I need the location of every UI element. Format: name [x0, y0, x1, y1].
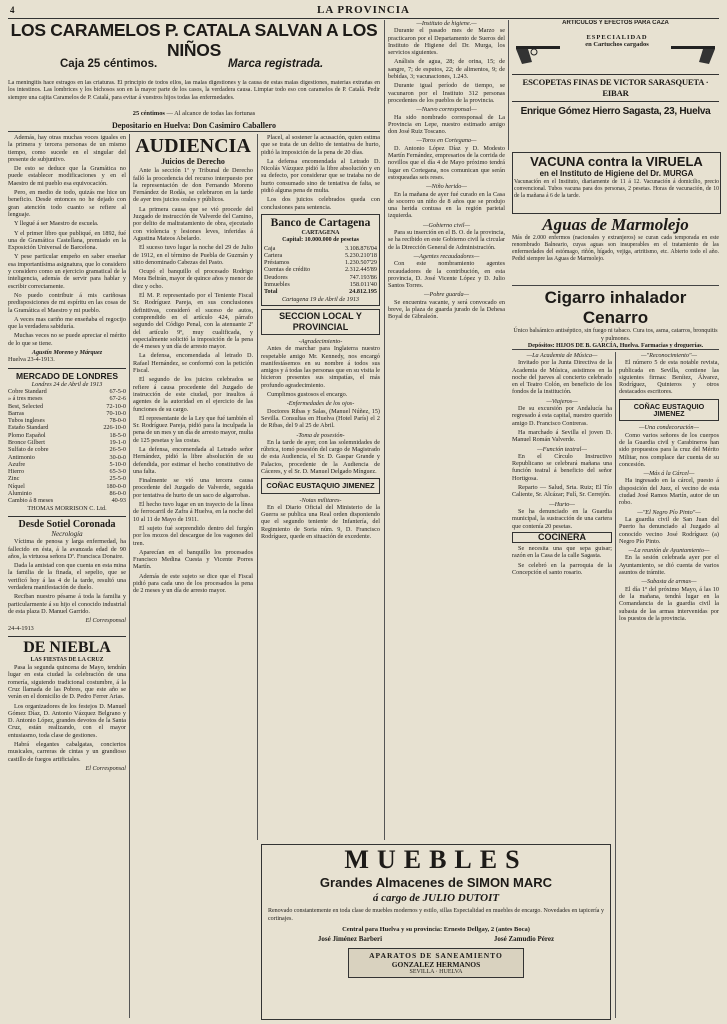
- paragraph: Además, hay otras muchas voces iguales en la primera y tercera personas de un mismo tiempo, como sucede en el singular del presente de subjuntivo.: [8, 134, 126, 163]
- paragraph: D. Antonio López Díaz y D. Modesto Martín Fernández, empresarios de la corrida de novillos que el día 4 de Mayo próximo tendrá lugar en Cortegana, nos comunican que serán estoqueadas seis reses.: [388, 144, 505, 181]
- row-label: Sulfato de cobre: [8, 446, 49, 454]
- row-value: 5.230.210'18: [344, 251, 377, 259]
- row-label: Azufre: [8, 460, 26, 468]
- banco-row: [264, 259, 377, 266]
- banco-row: [264, 266, 377, 273]
- mercado-row: [8, 454, 126, 461]
- marmolejo-title: Aguas de Marmolejo: [542, 215, 689, 234]
- banco-box: [261, 214, 380, 306]
- row-label: Cambio á 8 meses: [8, 497, 54, 505]
- row-label: Tubos ingleses: [8, 417, 45, 425]
- section-subtitle: —La Academia de Música—: [526, 352, 598, 359]
- row-label: Zinc: [8, 475, 20, 483]
- paragraph: Se necesita una que sepa guisar; razón en la Casa de la calle Sagasta.: [512, 545, 612, 560]
- row-label: Best, Selected: [8, 402, 44, 410]
- paragraph: El sujeto fué sorprendido dentro del furgón por los mozos del descargue de los vagones del tren.: [133, 524, 253, 547]
- caramelos-deposit: Depositario en Huelva: Don Casimiro Caballero: [112, 121, 276, 130]
- paragraph: El hecho tuvo lugar en un trayecto de la línea de ferrocarril de Zafra á Huelva, en la noche del 10 al 11 de Mayo de 1911.: [133, 501, 253, 523]
- section-subtitle: -Toma de posesión-: [296, 431, 345, 439]
- paragraph: Los organizadores de los festejos D. Manuel Gómez Díaz, D. Antonio Vázquez Belgrano y D. Antonio López, grandes devotos de la Santa Cruz, están realizando, con el mayor entusiasmo, toda clase de gestiones.: [8, 702, 126, 739]
- caramelos-headline: LOS CARAMELOS P. CATALA SALVAN A LOS NIÑOS: [10, 20, 378, 60]
- paragraph: Cumplimos gustosos el encargo.: [267, 391, 348, 399]
- banco-city: CARTAGENA: [301, 229, 340, 236]
- representante-left: José Jiménez Barberi: [317, 935, 383, 943]
- cognac-ad: COÑAC EUSTAQUIO JIMENEZ: [261, 478, 380, 493]
- muebles-cargo: á cargo de JULIO DUTOIT: [372, 892, 500, 904]
- section-subtitle: -Enfermedades de los ojos-: [286, 400, 355, 408]
- mercado-table: [8, 388, 126, 505]
- mercado-title: MERCADO DE LONDRES: [15, 370, 118, 381]
- newspaper-page: [8, 4, 719, 1020]
- mercado-row: [8, 468, 126, 475]
- paragraph: Doctores Ribas y Salas, (Manuel Núñez, 15) Sevilla. Consultas en Huelva (Hotel París) el 2 de Ribas, del 9 al 25 de Abril.: [261, 407, 380, 430]
- mercado-row: [8, 446, 126, 453]
- page-number: 4: [10, 5, 15, 15]
- armeria-specialty: ESPECIALIDAD: [586, 34, 648, 41]
- banco-row: [264, 252, 377, 259]
- paragraph: Se encuentra vacante, y será convocado en breve, la plaza de guarda jurado de la Dehesa Boyal de Gibraleón.: [388, 298, 505, 321]
- vacuna-title: VACUNA contra la VIRUELA: [530, 154, 703, 169]
- mercado-row: [8, 497, 126, 504]
- row-value: 30-0-0: [109, 453, 126, 461]
- muebles-title: MUEBLES: [344, 845, 528, 874]
- escopetas-line: ESCOPETAS FINAS DE VICTOR SARASQUETA · EIBAR: [512, 74, 719, 102]
- paragraph: En el Círculo Instructivo Republicano se celebrará mañana una función teatral á beneficio del señor Hortigosa.: [512, 452, 612, 482]
- paragraph: Ha ingresado en la cárcel, puesto á disposición del Juez, el vecino de esta ciudad José Ramos Martín, autor de un robo.: [619, 477, 719, 507]
- banco-capital: Capital: 10.000.000 de pesetas: [282, 237, 359, 244]
- mercado-row: [8, 424, 126, 431]
- paragraph: Pasa la segunda quincena de Mayo, tendrán lugar en esta ciudad la celebración de una romería, siguiendo tradicional costumbre, á la Cruz llamada de las Pobres, que este año se verán en el domicilio de D. Pedro Ferrer Arias.: [8, 664, 126, 701]
- representante-right: José Zamudio Pérez: [493, 935, 555, 943]
- mercado-row: [8, 461, 126, 468]
- armeria-cartridges: en Cartuchos cargados: [585, 41, 649, 48]
- section-subtitle: —Más á la Cárcel—: [643, 470, 695, 478]
- row-value: 3.108.876'04: [344, 244, 377, 252]
- row-value: 158.011'40: [349, 281, 377, 289]
- mercado-section: [8, 368, 126, 512]
- column-rule: [129, 134, 130, 1018]
- paragraph: Ha sido nombrado corresponsal de La Provincia en Lepe, nuestro estimado amigo don José Ruiz Toscano.: [388, 113, 505, 136]
- muebles-ad: [261, 844, 611, 1020]
- section-subtitle: —Una condecoración—: [639, 424, 699, 432]
- row-label: Cartera: [264, 251, 283, 259]
- paragraph: La primera causa que se vió procede del Juzgado de instrucción de Valverde del Camino, por delito de maltratamiento de obra, ejecutado con violencia y lesiones leves, inferidas á Agustina Mateos Abelardo.: [133, 205, 253, 242]
- paragraph: Durante igual período de tiempo, se vacunaron por el Instituto 312 personas procedentes de los pueblos de la provincia.: [388, 82, 505, 104]
- section-subtitle: -Agradecimiento-: [298, 337, 343, 345]
- paragraph: Aparecían en el banquillo los procesados Francisco Medina Cuesta y Vicente Porres Martín.: [133, 548, 253, 571]
- paragraph: Finalmente se vió una tercera causa procedente del Juzgado de Valverde, seguida por tentativa de hurto de un saco de algarrobas.: [133, 477, 253, 499]
- section-subtitle: —Subasta de armas—: [641, 578, 697, 586]
- banco-table: [264, 245, 377, 289]
- saneamiento-box: [348, 948, 524, 978]
- shotgun-icon: [512, 28, 568, 72]
- row-label: Aluminio: [8, 490, 32, 498]
- paragraph: Análisis de agua, 28; de orina, 15; de sangre, 7; de esputos, 22; de alimentos, 9; de bebidas, 3; vacunaciones, 1.243.: [388, 58, 505, 81]
- banco-total: 24.812.195: [349, 288, 377, 296]
- row-label: Estaño Standard: [8, 424, 49, 432]
- row-label: Cuentas de crédito: [264, 266, 311, 274]
- armeria-art: [512, 26, 719, 74]
- cigarro-body: Único balsámico antiséptico, sin fuego ni tabaco. Cura tos, asma, catarros, bronquitis y pulmones.: [513, 328, 718, 342]
- gonzalez-line: GONZALEZ HERMANOS: [391, 960, 481, 969]
- banco-row: [264, 245, 377, 252]
- section-subtitle: —Viajeros—: [546, 397, 578, 405]
- row-value: 86-0-0: [109, 490, 126, 498]
- cigarro-deposit: Depósitos: HIJOS DE B. GARCÍA, Huelva. Farmacias y droguerías.: [527, 343, 704, 348]
- marmolejo-body: Más de 2.000 enfermos (nacionales y extranjeros) se curan cada temporada en este renombrado Balneario, cuyas aguas son insuperables en el tratamiento de las enfermedades del estómago, riñón, hígado, vejiga, artritismo, etc. Abierto todo el año. Pedid siempre las Aguas de Marmolejo.: [512, 235, 719, 262]
- row-value: 40-93: [111, 497, 126, 505]
- sotiel-title: Desde Sotiel Coronada: [18, 518, 116, 530]
- paragraph: La defensa encomendada al Letrado D. Nicolás Vázquez pidió la libre absolución y en su defecto, por considerar que se trataba no de hurto consumado sino de tentativa de falta, se pidió alguna pena de multa.: [261, 157, 380, 195]
- banco-total-row: Total 24.812.195: [264, 288, 377, 296]
- paragraph: En la sesión celebrada ayer por el Ayuntamiento, se dió cuenta de varios asuntos de trámite.: [619, 554, 719, 577]
- section-subtitle: —Agentes recaudadores—: [413, 252, 480, 260]
- column-2: [133, 134, 253, 840]
- row-label: Inmuebles: [264, 281, 290, 289]
- armeria-title: ARTÍCULOS Y EFECTOS PARA CAZA: [562, 20, 669, 26]
- vacuna-body: Vacunación en el Instituto, diariamente de 11 á 12. Vacunación á domicilio, precio convencional. Tubos vacuna para dos personas, 2 pesetas. Horas de vacunación, de 10 de la mañana á 6 de la tarde.: [514, 179, 719, 199]
- column-rule: [508, 20, 509, 150]
- aparatos-title: APARATOS DE SANEAMIENTO: [369, 951, 503, 960]
- paragraph: Invitado por la Junta Directiva de la Academia de Música, asistimos en la noche del jueves al concierto celebrado en el Teatro Colón, en beneficio de los fondos de la institución.: [512, 359, 612, 396]
- row-value: 67-5-0: [109, 387, 126, 395]
- marmolejo-ad: [512, 214, 719, 284]
- sotiel-subtitle: Necrología: [51, 529, 83, 538]
- row-label: Plomo Español: [8, 431, 46, 439]
- paragraph: Ante la sección 1ª y Tribunal de Derecho falló la procedencia del recurso interpuesto por la representación de don Fernando Moreno Fernández de Rodás, se celebraron en la tarde de ayer tres juicios orales y públicos.: [133, 167, 253, 204]
- caramelos-price2: 25 céntimos: [132, 110, 165, 117]
- caramelos-brand: Marca registrada.: [228, 58, 324, 70]
- caramelos-ad: [8, 20, 380, 130]
- row-value: 70-10-0: [106, 409, 126, 417]
- section-subtitle: -Notas militares-: [299, 496, 342, 504]
- dateline: 24-4-1913: [8, 624, 34, 632]
- row-value: 25-5-0: [109, 475, 126, 483]
- signature: El Corresponsal: [85, 764, 126, 772]
- row-value: 72-10-0: [106, 402, 126, 410]
- banco-date: Cartagena 19 de Abril de 1913: [281, 295, 360, 303]
- row-label: Cobre Standard: [8, 387, 47, 395]
- muebles-body: Renovado constantemente en toda clase de muebles modernos y estilo, sillas Especialidad en muebles de encargo. Novedades en tapicería y cortinajes.: [268, 908, 604, 922]
- banco-row: [264, 281, 377, 288]
- section-subtitle: —Nuevo corresponsal—: [416, 106, 477, 114]
- row-label: Préstamos: [264, 259, 290, 267]
- paragraph: Con este nombramiento agentes recaudadores de la contribución, en esta provincia, D. José Vicente López y D. Julio Santos Torres.: [388, 260, 505, 290]
- column-1: [8, 134, 126, 1018]
- divider: [8, 131, 380, 132]
- column-rule: [615, 352, 616, 1018]
- row-label: Antimonio: [8, 453, 35, 461]
- section-subtitle: —Pobre guarda—: [423, 291, 470, 299]
- cognac-ad: COÑAC EUSTAQUIO JIMENEZ: [619, 399, 719, 422]
- mercado-row: [8, 403, 126, 410]
- paragraph: Y pese particular empeño en saber enseñar esa importantísima asignatura, que lo considero y considero como un ejercicio gramatical de la inteligencia, además de servir para hablar y escribir correctamente.: [8, 253, 126, 290]
- paragraph: Ha marchado á Sevilla el joven D. Manuel Román Valverde.: [512, 428, 612, 444]
- mercado-row: [8, 490, 126, 497]
- column-rule: [384, 20, 385, 840]
- section-subtitle: —Instituto de higiene.—: [416, 20, 477, 27]
- seccion-local-box: [261, 309, 380, 335]
- section-subtitle: —Función teatral—: [537, 445, 587, 453]
- paragraph: Placel, al sostener la acusación, quien estima que se trata de un delito de tentativa de hurto, pidió la imposición de la pena de 20 días.: [261, 134, 380, 156]
- armeria-ad: [512, 20, 719, 150]
- section-subtitle: —Niño herido—: [426, 183, 467, 191]
- row-value: 26-5-0: [109, 446, 126, 454]
- paragraph: Reparto — Salud, Srta. Ruiz; El Tío Caliente, Sr. Alcázar; Fulí, Sr. Cerrejón.: [512, 484, 612, 499]
- banco-row: [264, 274, 377, 281]
- muebles-subtitle: Grandes Almacenes de SIMON MARC: [319, 875, 553, 890]
- column-4: [388, 20, 505, 840]
- row-value: 747.193'86: [349, 273, 377, 281]
- paragraph: Habrá elegantes cabalgatas, conciertos musicales, carreras de cintas y un grandioso castillo de fuegos artificiales.: [8, 741, 126, 763]
- row-value: 65-3-0: [109, 468, 126, 476]
- paragraph: En el Diario Oficial del Ministerio de la Guerra se publica una Real orden disponiendo que el segundo teniente de Infantería, del Regimiento de Soria núm. 9, D. Francisco Rodríguez, quede en situación de excedente.: [261, 503, 380, 541]
- column-3: [261, 134, 380, 840]
- row-value: 18-5-0: [109, 431, 126, 439]
- mercado-row: [8, 395, 126, 402]
- signature: El Corresponsal: [85, 617, 126, 625]
- row-value: 5-10-0: [109, 460, 126, 468]
- mercado-row: [8, 432, 126, 439]
- paragraph: En la tarde de ayer, con las solemnidades de rúbrica, tomó posesión del cargo de Magistrado de esta Audiencia, el Sr. D. Gaspar Grande y Palacios, procedente de la Audiencia de Cáceres, y el Sr. D. Manuel Delgado Mínguez.: [261, 438, 380, 475]
- row-label: Deudores: [264, 273, 288, 281]
- paragraph: Dada la amistad con que cuenta en esta mina la familia de la finada, el sepelio, que se verificó hoy á las 4 de la tarde, resultó una verdadera manifestación de duelo.: [8, 562, 126, 592]
- sevilla-line: SEVILLA · HUELVA: [409, 969, 463, 975]
- row-value: 2.312.445'89: [344, 266, 377, 274]
- masthead: [8, 4, 719, 19]
- paragraph: A veces mas cariño me enseñaba el regocijo que la verdadera sabiduría.: [8, 315, 126, 331]
- paragraph: Ocupó el banquillo el procesado Rodrigo Mora Beltrán, mayor de quince años y menor de diez y ocho.: [133, 268, 253, 290]
- divider: [512, 349, 719, 350]
- niebla-section: [8, 636, 126, 772]
- paragraph: Pero, en medio de todo, quizás me hice un beneficio. Desde entonces no he dejado con gran atención todo cuanto se refiere al lenguaje.: [8, 189, 126, 218]
- paragraph: No puedo contribuir á mis cariñosas predisposiciones de mi espíritu en las cosas de la Gramática el Maestro y mi pueblo.: [8, 291, 126, 314]
- mercado-row: [8, 475, 126, 482]
- sotiel-section: [8, 516, 126, 632]
- vacuna-ad: [512, 152, 721, 214]
- paragraph: El día 1º del próximo Mayo, á las 10 de la mañana, tendrá lugar en la Comandancia de la guardia civil la subasta de las armas intervenidas por los puestos de la provincia.: [619, 585, 719, 622]
- row-value: 67-2-6: [109, 395, 126, 403]
- paragraph: Víctima de penosa y larga enfermedad, ha fallecido en ésta, á la avanzada edad de 90 años, la virtuosa señora Dª. Francisca Donaire.: [8, 538, 126, 560]
- paragraph: Y el primer libro que publiqué, en 1892, fué una de Gramática Castellana, premiado en la Exposición Universal de Barcelona.: [8, 229, 126, 252]
- paragraph: Durante el pasado mes de Marzo se practicaron por el Departamento de Sueros del Instituto de Higiene del Dr. Murga, los servicios siguientes.: [388, 27, 505, 57]
- caramelos-tail: Al alcance de todas las fortunas: [174, 110, 256, 117]
- divider: [512, 285, 719, 286]
- caramelos-body: La meningitis hace estragos en las criaturas. El principio de todos ellos, las malas digestiones y la causa de estas malas digestiones, materias extrañas en los intestinos. Las lombrices y los bichosos son en la mayor parte de los casos, la verdadera causa. Limpiar todo eso con caramelos de P. Catalá. Pedir siempre una cajita Caramelos de P. Catalá, para evitar á vuestros hijos todas las enfermedades.: [8, 80, 380, 101]
- section-subtitle: —"Reconocimiento"—: [640, 352, 698, 359]
- paragraph: El M. P. representado por el Teniente Fiscal Sr. Rodríguez Pareja, en sus conclusiones definitivas, consideró el suceso de autos, comprendido en el artículo 424, párrafo segundo del Código Penal, con la atenuante 2ª del artículo 9º, muy cualificada, y especialmente solicitó la imposición de la pena de 4 meses y un día de arresto mayor.: [133, 292, 253, 351]
- mercado-row: [8, 483, 126, 490]
- section-subtitle: —"El Negro Pío Pinto"—: [637, 508, 701, 516]
- row-value: 78-0-0: [109, 417, 126, 425]
- paragraph: De su excursión por Andalucía ha regresado á esta capital, nuestro querido amigo D. Francisco Contreras.: [512, 405, 612, 427]
- cigarro-title: Cigarro inhalador Cenarro: [544, 288, 687, 327]
- mercado-row: [8, 410, 126, 417]
- paragraph: Para su inserción en el B. O. de la provincia, se ha recibido en este Gobierno civil la circular de la Dirección General de Administración.: [388, 229, 505, 251]
- column-rule: [257, 134, 258, 840]
- row-value: 180-0-0: [106, 482, 126, 490]
- paragraph: La guardia civil de San Juan del Puerto ha denunciado al Juzgado al conocido vecino José Rodríguez (a) Negro Pío Pinto.: [619, 515, 719, 545]
- column-5: [512, 352, 612, 840]
- vacuna-subtitle: en el Instituto de Higiene del Dr. MURGA: [539, 169, 694, 178]
- paragraph: La defensa, encomendada al Letrado señor Hernández, pidió la libre absolución de su defendida, por estimar el hecho constitutivo de una falta.: [133, 445, 253, 475]
- paragraph: Antes de marchar para Inglaterra nuestro respetable amigo Mr. Kennedy, nos encargó manifestásemos en su nombre á todos sus amigos y á todas las personas que en su visita le hicieron presentes sus simpatías, el más profundo agradecimiento.: [261, 345, 380, 389]
- paragraph: Y llegué á ser Maestro de escuela.: [14, 220, 99, 228]
- seccion-local-title: SECCION LOCAL Y PROVINCIAL: [279, 310, 362, 332]
- row-label: Níquel: [8, 482, 25, 490]
- caramelos-price-line: 25 céntimos — Al alcance de todas las fortunas: [132, 110, 256, 117]
- column-7: [619, 352, 719, 1018]
- muebles-central: Central para Huelva y su provincia: Ernesto Dellgay, 2 (antes Boca): [342, 926, 530, 933]
- mercado-row: [8, 417, 126, 424]
- paragraph: El segundo de los juicios celebrados se refiere á causa procedente del Juzgado de instrucción de este ciudad, por insultos á agentes de la autoridad en el ejercicio de las funciones de su cargo.: [133, 376, 253, 413]
- mercado-row: [8, 388, 126, 395]
- niebla-title: DE NIEBLA: [23, 638, 111, 656]
- cocinera-ad: COCINERA: [512, 532, 612, 543]
- signature: Agustín Moreno y Márquez: [31, 349, 103, 357]
- row-value: 226-10-0: [103, 424, 126, 432]
- caramelos-price: Caja 25 céntimos.: [60, 58, 158, 70]
- niebla-subtitle: LAS FIESTAS DE LA CRUZ: [30, 656, 104, 663]
- enrique-line: Enrique Gómez Hierro Sagasta, 23, Huelva: [520, 106, 711, 117]
- row-label: Bronce Gilbert: [8, 438, 45, 446]
- paragraph: El número 5 de esta notable revista, publicada en Sevilla, contiene las siguientes firmas: Benítez, Álvarez, Rodríguez, Quinteros y otros destacados escritores.: [619, 359, 719, 396]
- audiencia-title: AUDIENCIA: [135, 135, 251, 157]
- mercado-date: Londres 24 de Abril de 1913: [31, 380, 103, 388]
- row-value: 19-1-0: [109, 438, 126, 446]
- section-subtitle: —Toros en Cortegana—: [416, 137, 477, 145]
- paragraph: Los dos juicios celebrados queda con conclusiones para sentencia.: [261, 196, 380, 211]
- caramelos-price-row: [8, 60, 380, 76]
- section-subtitle: —Gobierno civil—: [423, 221, 470, 229]
- row-value: 1.230.507'29: [344, 259, 377, 267]
- row-label: Barras: [8, 409, 25, 417]
- banco-title: Banco de Cartagena: [270, 216, 371, 229]
- paragraph: El representante de la Ley que fué también el Sr. Rodríguez Pareja, pidió para la inculpada la pena de un mes y un día de arresto mayor, multa de 125 pesetas y las costas.: [133, 414, 253, 444]
- paragraph: El suceso tuvo lugar la noche del 29 de Julio de 1912, en el término de Puebla de Guzmán y sitio denominado Cabezas del Pasto.: [133, 244, 253, 266]
- row-label: Hierro: [8, 468, 25, 476]
- paragraph: Reciban nuestro pésame á toda la familia y particularmente á su hijo el conocido industrial de esta plaza D. Manuel Garrido.: [8, 593, 126, 615]
- section-subtitle: —La reunión de Ayuntamiento—: [628, 547, 710, 555]
- paragraph: Muchas veces no se puede apreciar el mérito de lo que se tiene.: [8, 332, 126, 347]
- shotgun-icon: [663, 28, 719, 72]
- mercado-sig: THOMAS MORRISON C. Ltd.: [27, 504, 107, 512]
- newspaper-title: LA PROVINCIA: [317, 4, 410, 16]
- paragraph: La defensa, encomendada al letrado D. Rafael Hernández, se conformó con la petición Fiscal.: [133, 352, 253, 375]
- paragraph: Se ha denunciado en la Guardia municipal, la sustracción de una cartera que contenía 20 pesetas.: [512, 507, 612, 530]
- paragraph: De esto se deduce que la Gramática no puede establecer modificaciones y en el Maestro de mi pueblo esa equivocación.: [8, 165, 126, 187]
- paragraph: Como varios señores de los cuerpos de la Guardia civil y Carabineros han sido propuestos para la cruz del Mérito Militar, nos complace dar cuenta de su concesión.: [619, 431, 719, 468]
- row-label: » á tres meses: [8, 395, 43, 403]
- mercado-row: [8, 439, 126, 446]
- row-label: Caja: [264, 244, 276, 252]
- paragraph: Además de este sujeto se dice que el Fiscal pidió para cada uno de los procesados la pena de 2 meses y un día de arresto mayor.: [133, 572, 253, 595]
- cigarro-ad: [512, 288, 719, 348]
- paragraph: Se celebró en la parroquia de la Concepción el santo rosario.: [512, 561, 612, 577]
- dateline: Huelva 23-4-1913.: [8, 356, 55, 364]
- muebles-representantes: [262, 934, 610, 944]
- section-subtitle: —Hurto—: [549, 500, 575, 508]
- audiencia-subtitle: Juicios de Derecho: [161, 157, 225, 166]
- paragraph: En la mañana de ayer fué curado en la Casa de socorro un niño de 8 años que se produjo una herida contusa en la región parietal izquierda.: [388, 190, 505, 220]
